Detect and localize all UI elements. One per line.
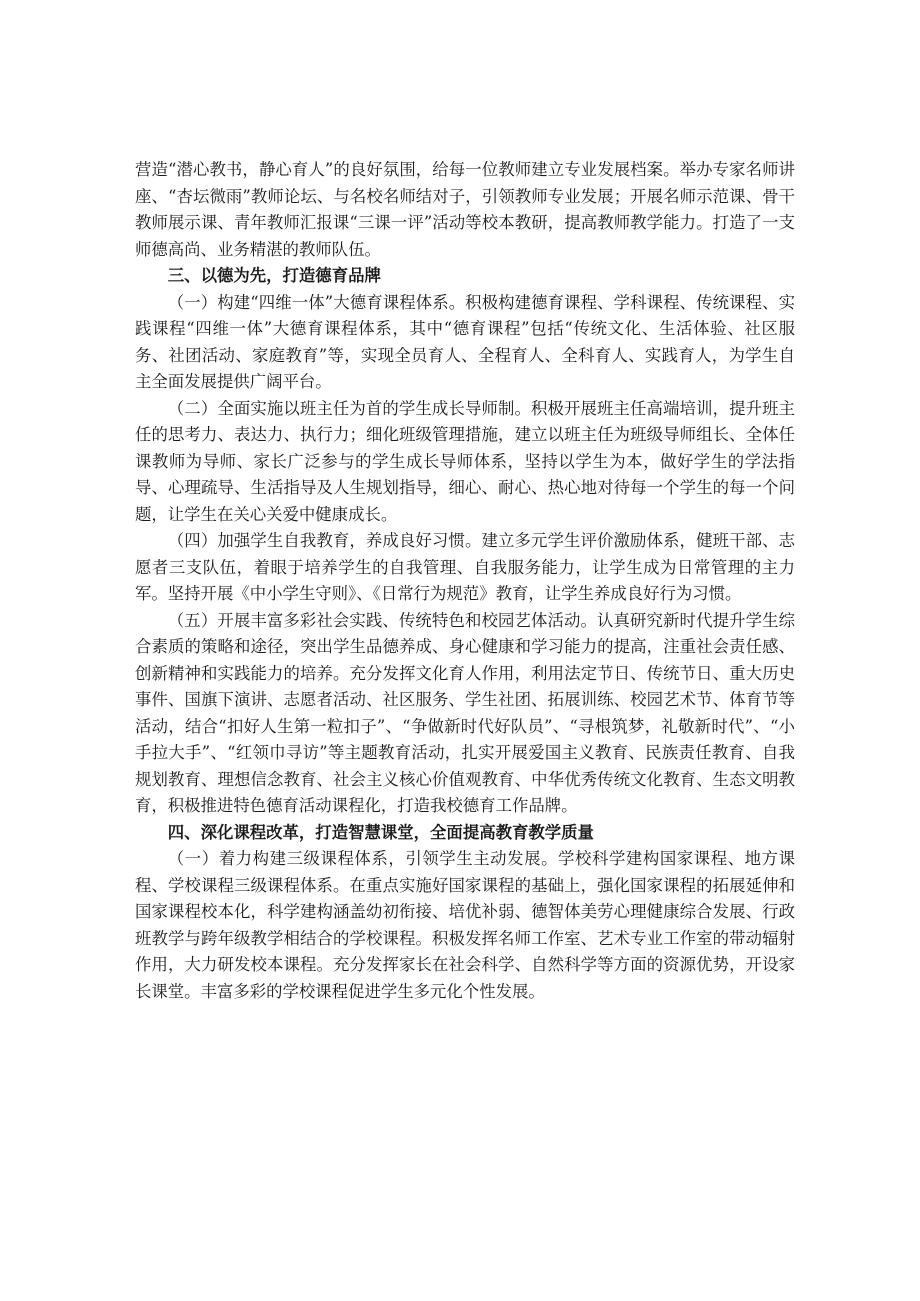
paragraph-4-1: （一）着力构建三级课程体系，引领学生主动发展。学校科学建构国家课程、地方课程、学校课程三级课程体系。在重点实施好国家课程的基础上，强化国家课程的拓展延伸和国家课程校本化，科学建构涵盖幼初衔接、培优补弱、德智体美劳心理健康综合发展、行政班教学与跨年级教学相结合的学校课程。积极发挥名师工作室、艺术专业工作室的带动辐射作用，大力研发校本课程。充分发挥家长在社会科学、自然科学等方面的资源优势，开设家长课堂。丰富多彩的学校课程促进学生多元化个性发展。 (135, 849, 795, 1001)
paragraph-3-1: （一）构建“四维一体”大德育课程体系。积极构建德育课程、学科课程、传统课程、实践课程“四维一体”大德育课程体系，其中“德育课程”包括“传统文化、生活体验、社区服务、社团活动、家庭教育”等，实现全员育人、全程育人、全科育人、实践育人，为学生自主全面发展提供广阔平台。 (135, 292, 795, 391)
document-body (135, 157, 795, 1005)
paragraph-3-2: （二）全面实施以班主任为首的学生成长导师制。积极开展班主任高端培训，提升班主任的思考力、表达力、执行力；细化班级管理措施，建立以班主任为班级导师组长、全体任课教师为导师、家长广泛参与的学生成长导师体系，坚持以学生为本，做好学生的学法指导、心理疏导、生活指导及人生规划指导，细心、耐心、热心地对待每一个学生的每一个问题，让学生在关心关爱中健康成长。 (135, 398, 795, 524)
paragraph-3-5: （五）开展丰富多彩社会实践、传统特色和校园艺体活动。认真研究新时代提升学生综合素质的策略和途径，突出学生品德养成、身心健康和学习能力的提高，注重社会责任感、创新精神和实践能力的培养。充分发挥文化育人作用，利用法定节日、传统节日、重大历史事件、国旗下演讲、志愿者活动、社区服务、学生社团、拓展训练、校园艺术节、体育节等活动，结合“扣好人生第一粒扣子”、“争做新时代好队员”、“寻根筑梦，礼敬新时代”、“小手拉大手”、“红领巾寻访”等主题教育活动，扎实开展爱国主义教育、民族责任教育、自我规划教育、理想信念教育、社会主义核心价值观教育、中华优秀传统文化教育、生态文明教育，积极推进特色德育活动课程化，打造我校德育工作品牌。 (135, 610, 795, 815)
section-heading-4: 四、深化课程改革，打造智慧课堂，全面提高教育教学质量 (167, 822, 594, 842)
section-heading-3: 三、以德为先，打造德育品牌 (167, 266, 381, 285)
paragraph-3-4: （四）加强学生自我教育，养成良好习惯。建立多元学生评价激励体系，健班干部、志愿者三支队伍，着眼于培养学生的自我管理、自我服务能力，让学生成为日常管理的主力军。坚持开展《中小学生守则》、《日常行为规范》教育，让学生养成良好行为习惯。 (135, 531, 795, 603)
paragraph-intro: 营造“潜心教书，静心育人”的良好氛围，给每一位教师建立专业发展档案。举办专家名师讲座、“杏坛微雨”教师论坛、与名校名师结对子，引领教师专业发展；开展名师示范课、骨干教师展示课、青年教师汇报课“三课一评”活动等校本教研，提高教师教学能力。打造了一支师德高尚、业务精湛的教师队伍。 (135, 160, 795, 259)
